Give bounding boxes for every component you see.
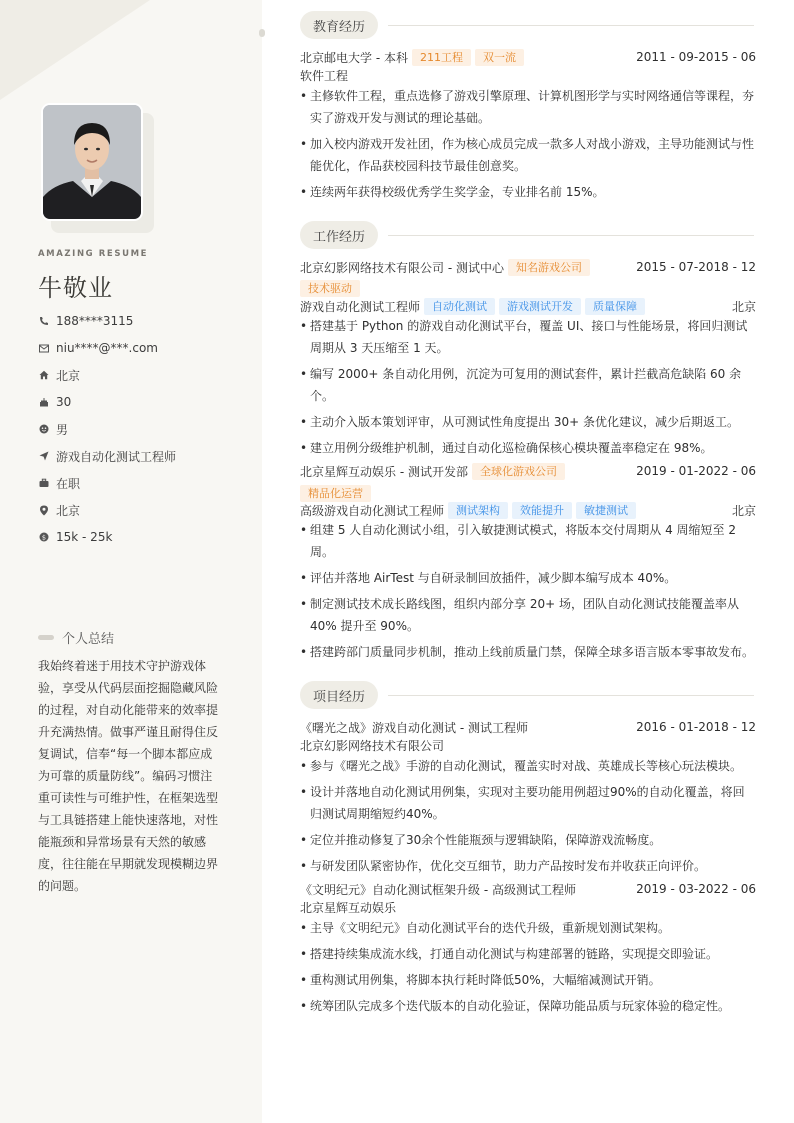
job-bullet: • 建立用例分级维护机制，通过自动化巡检确保核心模块覆盖率稳定在 98%。 [300, 437, 756, 459]
summary-heading-bar [38, 635, 54, 640]
project-bullet: • 参与《曙光之战》手游的自动化测试，覆盖实时对战、英雄成长等核心玩法模块。 [300, 755, 756, 777]
job-company: 北京幻影网络技术有限公司 - 测试中心 [300, 260, 504, 275]
education-title: 教育经历 [300, 11, 378, 39]
info-salary [38, 529, 112, 545]
role-tag: 游戏测试开发 [499, 298, 581, 315]
money-icon [38, 532, 49, 543]
project-name: 《曙光之战》游戏自动化测试 - 测试工程师 [300, 720, 528, 735]
work-divider [388, 235, 754, 236]
project-company: 北京星辉互动娱乐 [300, 900, 397, 915]
school-name: 北京邮电大学 - 本科 [300, 50, 408, 65]
avatar-photo [41, 103, 143, 221]
candidate-name: 牛敬业 [38, 274, 113, 302]
education-bullet: • 连续两年获得校级优秀学生奖学金，专业排名前 15%。 [300, 181, 756, 203]
info-email [38, 340, 158, 356]
email-text: niu****@***.com [56, 341, 158, 355]
education-school-row [300, 48, 524, 66]
tagline: AMAZING RESUME [38, 249, 149, 259]
project-name: 《文明纪元》自动化测试框架升级 - 高级测试工程师 [300, 882, 576, 897]
project-bullet: • 统筹团队完成多个迭代版本的自动化验证，保障功能品质与玩家体验的稳定性。 [300, 995, 756, 1017]
project-bullet: • 搭建持续集成流水线，打通自动化测试与构建部署的链路，实现提交即验证。 [300, 943, 756, 965]
job-bullet: • 主动介入版本策划评审，从可测试性角度提出 30+ 条优化建议，减少后期返工。 [300, 411, 756, 433]
company-tag: 技术驱动 [300, 280, 360, 297]
summary-heading [38, 628, 114, 647]
education-bullet: • 主修软件工程，重点选修了游戏引擎原理、计算机图形学与实时网络通信等课程，夯实了游戏开发与测试的理论基础。 [300, 85, 756, 129]
projects-divider [388, 695, 754, 696]
work-heading [300, 221, 378, 249]
project-company: 北京幻影网络技术有限公司 [300, 738, 445, 753]
job-date: 2019 - 01-2022 - 06 [636, 464, 756, 478]
mail-icon [38, 343, 49, 354]
summary-title: 个人总结 [62, 632, 115, 647]
school-tag: 双一流 [475, 49, 524, 66]
salary-text: 15k - 25k [56, 530, 113, 544]
info-phone [38, 313, 133, 329]
education-heading [300, 11, 378, 39]
job-company: 北京星辉互动娱乐 - 测试开发部 [300, 464, 468, 479]
company-tag: 精品化运营 [300, 485, 371, 502]
info-target-role [38, 448, 176, 464]
project-bullet: • 主导《文明纪元》自动化测试平台的迭代升级，重新规划测试架构。 [300, 917, 756, 939]
job-city: 北京 [731, 299, 756, 314]
location-pin-icon [38, 505, 49, 516]
job-company-row [300, 462, 565, 480]
role-tag: 自动化测试 [424, 298, 495, 315]
decorative-dot [259, 29, 265, 37]
project-bullet: • 定位并推动修复了30余个性能瓶颈与逻辑缺陷，保障游戏流畅度。 [300, 829, 756, 851]
summary-text: 我始终着迷于用技术守护游戏体验，享受从代码层面挖掘隐藏风险的过程，对自动化能带来的效率提升充满热情。做事严谨且耐得住反复调试，信奉“每一个脚本都应成为可靠的质量防线”。编码习惯注重可读性与可维护性，在框架选型与工具链搭建上能快速落地，对性能瓶颈和异常场景有天然的敏感度，往往能在早期就发现模糊边界的问题。 [38, 659, 219, 893]
info-location [38, 367, 80, 383]
briefcase-icon [38, 478, 49, 489]
job-date: 2015 - 07-2018 - 12 [636, 260, 756, 274]
project-date: 2016 - 01-2018 - 12 [636, 720, 756, 734]
job-company-row [300, 258, 590, 276]
job-role-row [300, 501, 636, 519]
location-text: 北京 [56, 368, 81, 383]
project-bullet: • 设计并落地自动化测试用例集，实现对主要功能用例超过90%的自动化覆盖，将回归测试周期缩短约40%。 [300, 781, 756, 825]
gender-text: 男 [56, 422, 69, 437]
svg-text:$: $ [41, 533, 46, 542]
education-bullet: • 加入校内游戏开发社团，作为核心成员完成一款多人对战小游戏，主导功能测试与性能优化，作品获校园科技节最佳创意奖。 [300, 133, 756, 177]
role-tag: 质量保障 [585, 298, 645, 315]
education-date: 2011 - 09-2015 - 06 [636, 50, 756, 64]
job-company-tag-row [300, 279, 360, 297]
school-tag: 211工程 [412, 49, 471, 66]
job-bullet: • 评估并落地 AirTest 与自研录制回放插件，减少脚本编写成本 40%。 [300, 567, 756, 589]
phone-text: 188****3115 [56, 314, 134, 328]
info-gender [38, 421, 68, 437]
job-bullet: • 搭建跨部门质量同步机制，推动上线前质量门禁，保障全球多语言版本零事故发布。 [300, 641, 756, 663]
age-text: 30 [56, 395, 72, 409]
job-bullet: • 搭建基于 Python 的游戏自动化测试平台，覆盖 UI、接口与性能场景，将回归测试周期从 3 天压缩至 1 天。 [300, 315, 756, 359]
education-divider [388, 25, 754, 26]
work-title: 工作经历 [300, 221, 378, 249]
info-target-city [38, 502, 80, 518]
projects-title: 项目经历 [300, 681, 378, 709]
projects-heading [300, 681, 378, 709]
target-role-text: 游戏自动化测试工程师 [56, 449, 177, 464]
job-bullet: • 制定测试技术成长路线图，组织内部分享 20+ 场，团队自动化测试技能覆盖率从 40% 提升至 90%。 [300, 593, 756, 637]
status-text: 在职 [56, 476, 81, 491]
company-tag: 知名游戏公司 [508, 259, 590, 276]
info-age [38, 394, 71, 410]
job-bullet: • 组建 5 人自动化测试小组，引入敏捷测试模式，将版本交付周期从 4 周缩短至 2 周。 [300, 519, 756, 563]
education-major: 软件工程 [300, 68, 349, 83]
target-city-text: 北京 [56, 503, 81, 518]
role-tag: 测试架构 [448, 502, 508, 519]
project-bullet: • 与研发团队紧密协作，优化交互细节，助力产品按时发布并收获正向评价。 [300, 855, 756, 877]
phone-icon [38, 316, 49, 327]
project-date: 2019 - 03-2022 - 06 [636, 882, 756, 896]
cake-icon [38, 397, 49, 408]
role-tag: 效能提升 [512, 502, 572, 519]
project-bullet: • 重构测试用例集，将脚本执行耗时降低50%，大幅缩减测试开销。 [300, 969, 756, 991]
decorative-triangle [0, 0, 150, 100]
job-bullet: • 编写 2000+ 条自动化用例，沉淀为可复用的测试套件，累计拦截高危缺陷 60 余个。 [300, 363, 756, 407]
send-icon [38, 451, 49, 462]
info-status [38, 475, 80, 491]
company-tag: 全球化游戏公司 [472, 463, 565, 480]
job-role: 高级游戏自动化测试工程师 [300, 503, 445, 518]
job-city: 北京 [731, 503, 756, 518]
job-company-tag-row [300, 484, 371, 502]
role-tag: 敏捷测试 [576, 502, 636, 519]
job-role: 游戏自动化测试工程师 [300, 299, 421, 314]
home-icon [38, 370, 49, 381]
job-role-row [300, 297, 645, 315]
gender-icon [38, 424, 49, 435]
